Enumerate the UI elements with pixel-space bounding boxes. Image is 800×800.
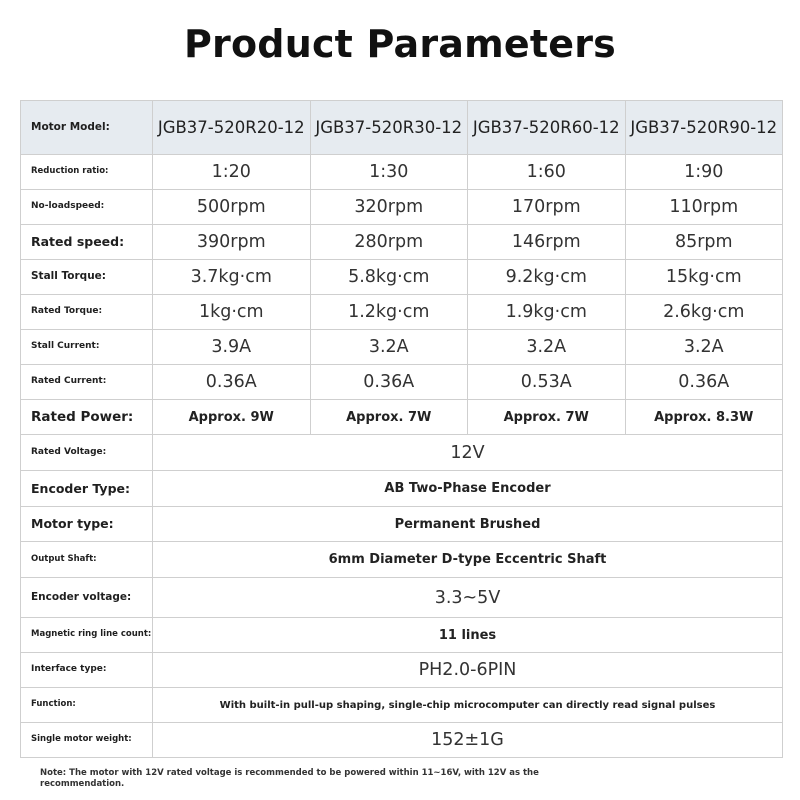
label-function: Function: [21,688,153,723]
label-stall-current: Stall Current: [21,330,153,365]
cell: 0.53A [468,365,626,400]
cell: 152±1G [153,723,783,758]
cell: 0.36A [310,365,468,400]
label-single-motor-weight: Single motor weight: [21,723,153,758]
label-rated-current: Rated Current: [21,365,153,400]
label-encoder-type: Encoder Type: [21,471,153,507]
cell: 3.2A [468,330,626,365]
cell: 11 lines [153,618,783,653]
label-motor-type: Motor type: [21,507,153,542]
cell: 320rpm [310,190,468,225]
footnote: Note: The motor with 12V rated voltage is recommended to be powered within 11~16V, with 12V as the recommendation. [40,768,539,790]
page-title: Product Parameters [184,22,616,66]
cell: AB Two-Phase Encoder [153,471,783,507]
label-output-shaft: Output Shaft: [21,542,153,578]
label-rated-speed: Rated speed: [21,225,153,260]
model-3: JGB37-520R60-12 [468,101,626,155]
cell: 9.2kg·cm [468,260,626,295]
cell: 2.6kg·cm [625,295,783,330]
table-row [21,155,783,190]
cell: 170rpm [468,190,626,225]
cell: 1kg·cm [153,295,311,330]
table-row [21,330,783,365]
cell: 0.36A [153,365,311,400]
cell: 6mm Diameter D-type Eccentric Shaft [153,542,783,578]
cell: 1:60 [468,155,626,190]
model-2: JGB37-520R30-12 [310,101,468,155]
cell: 1:20 [153,155,311,190]
label-rated-power: Rated Power: [21,400,153,435]
table-header-row [21,101,783,155]
table-row [21,542,783,578]
table-row [21,507,783,542]
cell: 1.2kg·cm [310,295,468,330]
cell: 1:90 [625,155,783,190]
cell: Approx. 9W [153,400,311,435]
table-row [21,190,783,225]
table-row [21,578,783,618]
cell: 15kg·cm [625,260,783,295]
table-row [21,653,783,688]
label-rated-voltage: Rated Voltage: [21,435,153,471]
cell: 5.8kg·cm [310,260,468,295]
cell: PH2.0-6PIN [153,653,783,688]
table-row [21,471,783,507]
table-row [21,400,783,435]
label-reduction-ratio: Reduction ratio: [21,155,153,190]
cell: 1:30 [310,155,468,190]
model-1: JGB37-520R20-12 [153,101,311,155]
table-row [21,688,783,723]
cell: 280rpm [310,225,468,260]
parameters-table [20,100,783,758]
cell: 3.7kg·cm [153,260,311,295]
label-rated-torque: Rated Torque: [21,295,153,330]
cell: With built-in pull-up shaping, single-chip microcomputer can directly read signal pulses [153,688,783,723]
cell: Permanent Brushed [153,507,783,542]
cell: 85rpm [625,225,783,260]
cell: 12V [153,435,783,471]
table-row [21,260,783,295]
table-row [21,618,783,653]
cell: Approx. 8.3W [625,400,783,435]
label-magnetic-ring-line-count: Magnetic ring line count: [21,618,153,653]
cell: Approx. 7W [468,400,626,435]
cell: 1.9kg·cm [468,295,626,330]
cell: 3.2A [310,330,468,365]
cell: 146rpm [468,225,626,260]
cell: 0.36A [625,365,783,400]
label-interface-type: Interface type: [21,653,153,688]
table-row [21,295,783,330]
table-row [21,435,783,471]
cell: 110rpm [625,190,783,225]
table-row [21,723,783,758]
label-no-load-speed: No-loadspeed: [21,190,153,225]
label-stall-torque: Stall Torque: [21,260,153,295]
cell: 3.9A [153,330,311,365]
table-row [21,225,783,260]
cell: 3.3~5V [153,578,783,618]
cell: 390rpm [153,225,311,260]
cell: Approx. 7W [310,400,468,435]
table-row [21,365,783,400]
cell: 500rpm [153,190,311,225]
label-encoder-voltage: Encoder voltage: [21,578,153,618]
label-motor-model: Motor Model: [21,101,153,155]
cell: 3.2A [625,330,783,365]
model-4: JGB37-520R90-12 [625,101,783,155]
